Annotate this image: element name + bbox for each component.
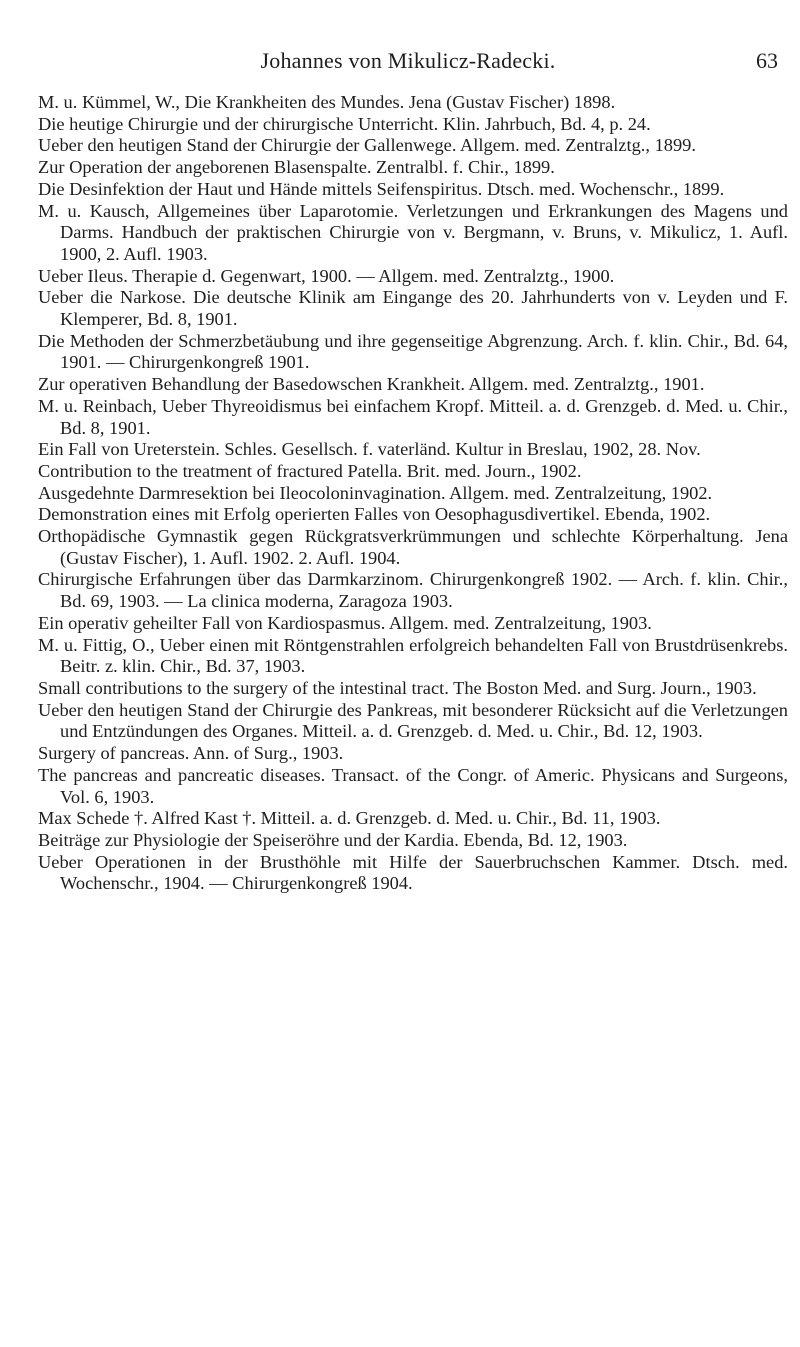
bibliography-entry: Chirurgische Erfahrungen über das Darmkarzinom. Chirurgenkongreß 1902. — Arch. f. klin. Chir., Bd. 69, 1903. — La clinica moderna, Zaragoza 1903. <box>38 569 788 612</box>
bibliography-entry: Zur Operation der angeborenen Blasenspalte. Zentralbl. f. Chir., 1899. <box>38 157 555 178</box>
bibliography-list <box>38 92 788 895</box>
bibliography-entry: Zur operativen Behandlung der Basedowschen Krankheit. Allgem. med. Zentralztg., 1901. <box>38 374 705 395</box>
bibliography-entry: The pancreas and pancreatic diseases. Transact. of the Congr. of Americ. Physicans and Surgeons, Vol. 6, 1903. <box>38 764 788 807</box>
bibliography-entry: Die heutige Chirurgie und der chirurgische Unterricht. Klin. Jahrbuch, Bd. 4, p. 24. <box>38 113 651 134</box>
bibliography-entry: Ueber den heutigen Stand der Chirurgie der Gallenwege. Allgem. med. Zentralztg., 1899. <box>38 135 696 156</box>
bibliography-entry: Ein Fall von Ureterstein. Schles. Gesellsch. f. vaterländ. Kultur in Breslau, 1902, 28. Nov. <box>38 439 701 460</box>
bibliography-entry: Die Desinfektion der Haut und Hände mittels Seifenspiritus. Dtsch. med. Wochenschr., 1899. <box>38 178 725 199</box>
bibliography-entry: Ueber den heutigen Stand der Chirurgie des Pankreas, mit besonderer Rücksicht auf die Verletzungen und Entzündungen des Organes. Mitteil. a. d. Grenzgeb. d. Med. u. Chir., Bd. 12, 1903. <box>38 699 788 742</box>
bibliography-entry: Ein operativ geheilter Fall von Kardiospasmus. Allgem. med. Zentralzeitung, 1903. <box>38 612 652 633</box>
bibliography-entry: Ueber Ileus. Therapie d. Gegenwart, 1900. — Allgem. med. Zentralztg., 1900. <box>38 265 615 286</box>
bibliography-entry: Beiträge zur Physiologie der Speiseröhre und der Kardia. Ebenda, Bd. 12, 1903. <box>38 829 628 850</box>
bibliography-entry: Ueber Operationen in der Brusthöhle mit Hilfe der Sauerbruchschen Kammer. Dtsch. med. Wochenschr., 1904. — Chirurgenkongreß 1904. <box>38 851 788 894</box>
bibliography-entry: Orthopädische Gymnastik gegen Rückgratsverkrümmungen und schlechte Körperhaltung. Jena (Gustav Fischer), 1. Aufl. 1902. 2. Aufl. 1904. <box>38 526 788 568</box>
bibliography-entry: Max Schede †. Alfred Kast †. Mitteil. a. d. Grenzgeb. d. Med. u. Chir., Bd. 11, 1903. <box>38 808 661 829</box>
bibliography-entry: M. u. Kausch, Allgemeines über Laparotomie. Verletzungen und Erkrankungen des Magens und Darms. Handbuch der praktischen Chirurgie von v. Bergmann, v. Bruns, v. Mikulicz, 1. Aufl. 1900, 2. Aufl. 1903. <box>38 200 788 264</box>
bibliography-entry: Surgery of pancreas. Ann. of Surg., 1903. <box>38 743 344 764</box>
bibliography-entry: Demonstration eines mit Erfolg operierten Falles von Oesophagusdivertikel. Ebenda, 1902. <box>38 504 711 525</box>
bibliography-entry: M. u. Reinbach, Ueber Thyreoidismus bei einfachem Kropf. Mitteil. a. d. Grenzgeb. d. Med. u. Chir., Bd. 8, 1901. <box>38 395 788 438</box>
bibliography-entry: M. u. Fittig, O., Ueber einen mit Röntgenstrahlen erfolgreich behandelten Fall von Brustdrüsenkrebs. Beitr. z. klin. Chir., Bd. 37, 1903. <box>38 634 788 677</box>
bibliography-entry: M. u. Kümmel, W., Die Krankheiten des Mundes. Jena (Gustav Fischer) 1898. <box>38 92 616 112</box>
bibliography-entry: Small contributions to the surgery of the intestinal tract. The Boston Med. and Surg. Journ., 1903. <box>38 677 757 698</box>
page-header <box>38 48 778 80</box>
page-number: 63 <box>756 48 778 73</box>
bibliography-entry: Ausgedehnte Darmresektion bei Ileocoloninvagination. Allgem. med. Zentralzeitung, 1902. <box>38 482 713 503</box>
bibliography-entry: Die Methoden der Schmerzbetäubung und ihre gegenseitige Abgrenzung. Arch. f. klin. Chir., Bd. 64, 1901. — Chirurgenkongreß 1901. <box>38 330 788 373</box>
bibliography-entry: Contribution to the treatment of fractured Patella. Brit. med. Journ., 1902. <box>38 460 582 481</box>
running-head: Johannes von Mikulicz-Radecki. <box>260 48 556 73</box>
bibliography-entry: Ueber die Narkose. Die deutsche Klinik am Eingange des 20. Jahrhunderts von v. Leyden und F. Klemperer, Bd. 8, 1901. <box>38 287 788 330</box>
